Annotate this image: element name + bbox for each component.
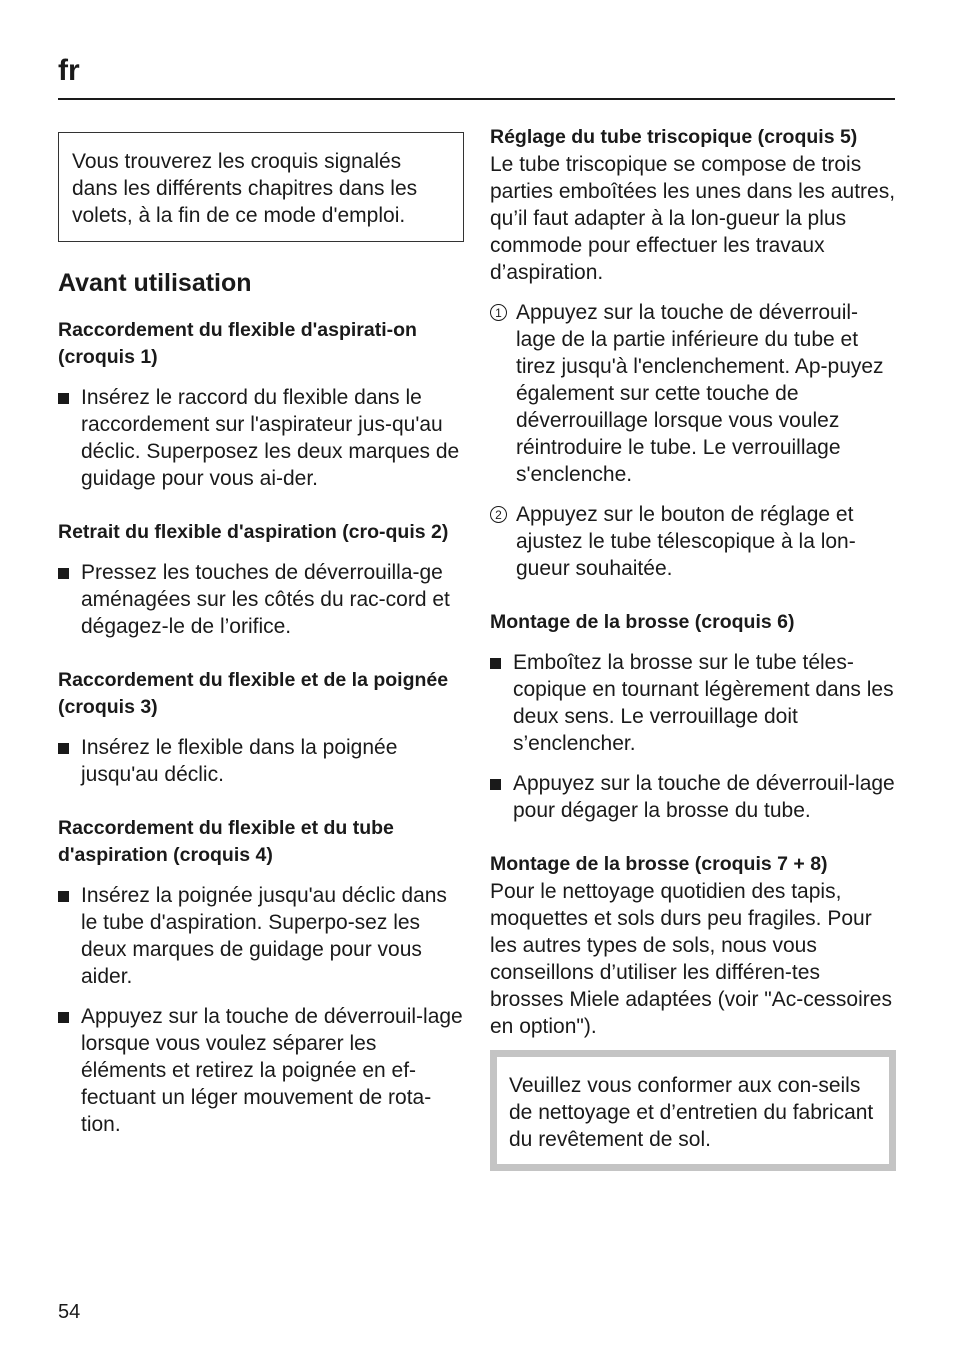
- step-number-2-icon: 2: [490, 506, 507, 523]
- header-rule: [58, 98, 895, 100]
- section-title: Avant utilisation: [58, 269, 252, 297]
- list-item: [58, 559, 464, 640]
- brush-paragraph: Pour le nettoyage quotidien des tapis, moquettes et sols durs peu fragiles. Pour les autres types de sols, nous vous conseillons d’utiliser les différen-tes brosses Miele adaptées (voir "Ac-cessoires en option").: [490, 880, 892, 1038]
- heading-hose-handle: Raccordement du flexible et de la poignée (croquis 3): [58, 669, 449, 718]
- list-item-text: Insérez le raccord du flexible dans le raccordement sur l'aspirateur jus-qu'au déclic. Superposez les deux marques de guidage pour vous ai-der.: [81, 386, 460, 490]
- list-item-text: Emboîtez la brosse sur le tube téles-copique en tournant légèrement dans les deux sens. Le verrouillage doit s’enclencher.: [513, 651, 894, 755]
- numbered-step: [490, 501, 896, 582]
- bullet-square-icon: [58, 891, 69, 902]
- step-text: Appuyez sur la touche de déverrouil-lage de la partie inférieure du tube et tirez jusqu'à l'enclenchement. Ap-puyez également sur cette touche de déverrouillage lorsque vous voulez réintroduire le tube. Le verrouillage s'enclenche.: [516, 301, 884, 486]
- list-item: [58, 734, 464, 788]
- bullet-square-icon: [58, 743, 69, 754]
- numbered-step: [490, 299, 896, 488]
- bullet-square-icon: [58, 393, 69, 404]
- floor-care-notice-text: Veuillez vous conformer aux con-seils de nettoyage et d’entretien du fabricant du revêtement de sol.: [509, 1074, 874, 1151]
- list-item: [490, 649, 896, 757]
- heading-hose-removal: Retrait du flexible d'aspiration (cro-quis 2): [58, 521, 449, 543]
- heading-brush-mount-7-8: Montage de la brosse (croquis 7 + 8): [490, 853, 828, 875]
- heading-brush-mount: Montage de la brosse (croquis 6): [490, 611, 795, 633]
- heading-hose-tube: Raccordement du flexible et du tube d'aspiration (croquis 4): [58, 817, 394, 866]
- step-number-1-icon: 1: [490, 304, 507, 321]
- right-column: [490, 126, 896, 1171]
- page-number: 54: [58, 1301, 81, 1323]
- list-item: [58, 882, 464, 990]
- list-item-text: Insérez le flexible dans la poignée jusqu'au déclic.: [81, 736, 398, 786]
- left-column: [58, 132, 464, 1138]
- heading-triscopic-tube: Réglage du tube triscopique (croquis 5): [490, 126, 858, 148]
- sketch-note-box: [58, 132, 464, 242]
- list-item: [490, 770, 896, 824]
- sketch-note-text: Vous trouverez les croquis signalés dans les différents chapitres dans les volets, à la fin de ce mode d'emploi.: [72, 150, 418, 227]
- list-item-text: Insérez la poignée jusqu'au déclic dans le tube d'aspiration. Superpo-sez les deux marques de guidage pour vous aider.: [81, 884, 447, 988]
- step-text: Appuyez sur le bouton de réglage et ajustez le tube télescopique à la lon-gueur souhaitée.: [516, 503, 856, 580]
- bullet-square-icon: [490, 658, 501, 669]
- intro-paragraph: Le tube triscopique se compose de trois parties emboîtées les unes dans les autres, qu’il faut adapter à la lon-gueur la plus commode pour effectuer les travaux d’aspiration.: [490, 153, 896, 284]
- floor-care-notice-box: [490, 1050, 896, 1171]
- list-item-text: Pressez les touches de déverrouilla-ge aménagées sur les côtés du rac-cord et dégagez-le de l’orifice.: [81, 561, 450, 638]
- heading-hose-connection: Raccordement du flexible d'aspirati-on (croquis 1): [58, 319, 417, 368]
- list-item-text: Appuyez sur la touche de déverrouil-lage lorsque vous voulez séparer les éléments et retirez la poignée en ef-fectuant un léger mouvement de rota-tion.: [81, 1005, 463, 1136]
- list-item: [58, 1003, 464, 1138]
- bullet-square-icon: [490, 779, 501, 790]
- bullet-square-icon: [58, 568, 69, 579]
- language-code: fr: [58, 54, 80, 87]
- bullet-square-icon: [58, 1012, 69, 1023]
- list-item: [58, 384, 464, 492]
- list-item-text: Appuyez sur la touche de déverrouil-lage pour dégager la brosse du tube.: [513, 772, 895, 822]
